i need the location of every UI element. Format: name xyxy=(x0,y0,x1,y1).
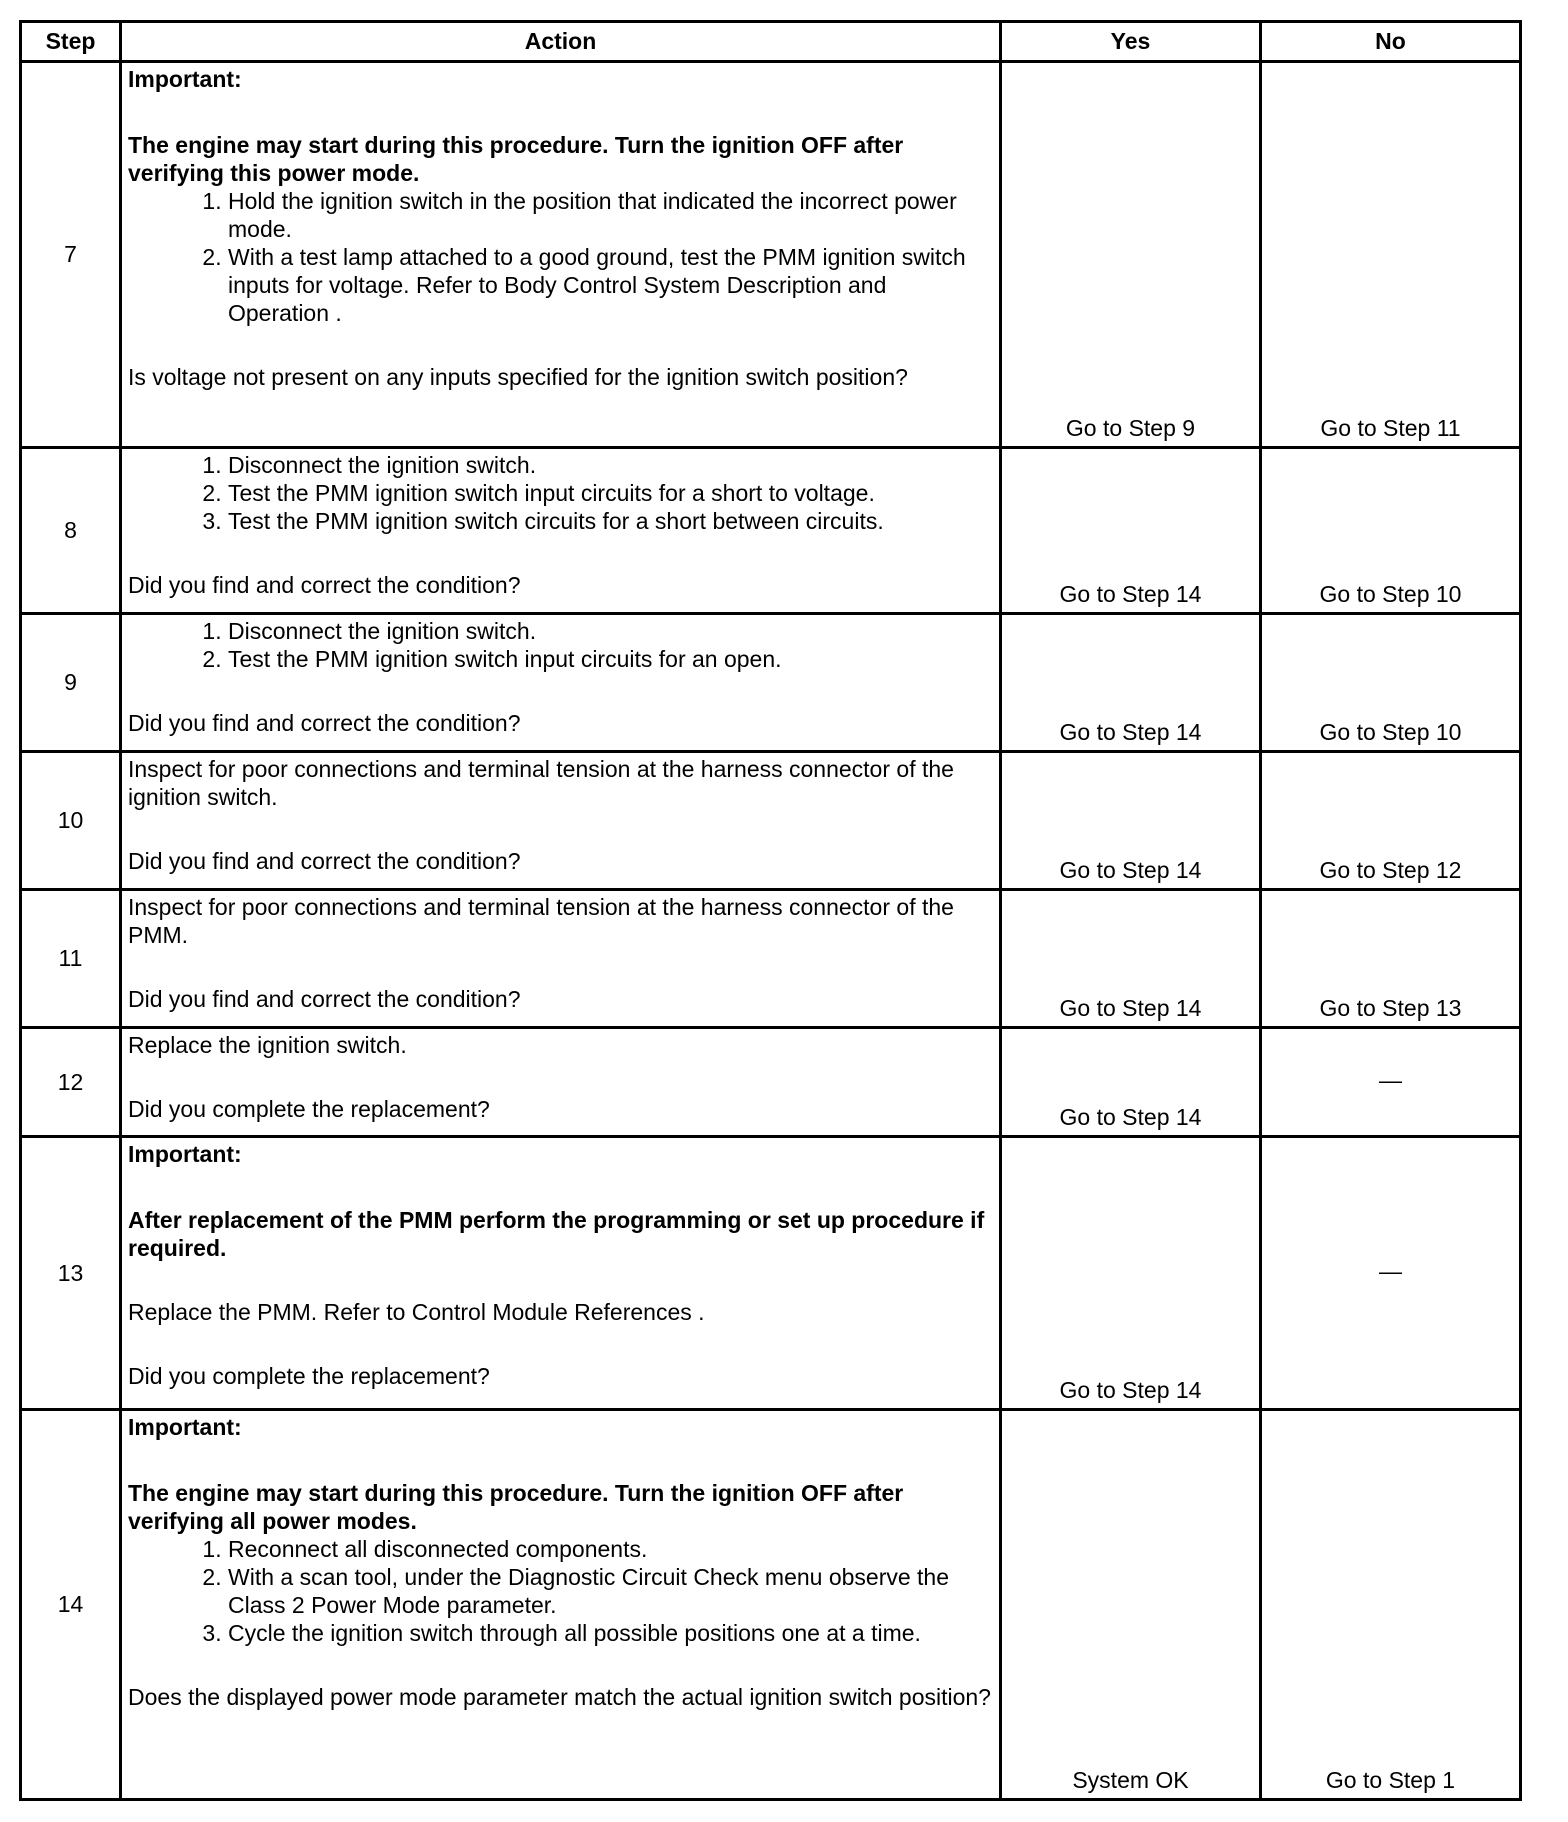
action-cell xyxy=(121,62,1001,448)
step-list xyxy=(128,1535,993,1647)
table-row xyxy=(21,1028,1521,1137)
list-item: 1. Reconnect all disconnected components. xyxy=(228,1535,993,1563)
action-cell xyxy=(121,1137,1001,1410)
step-number: 14 xyxy=(21,1410,121,1800)
table-row xyxy=(21,448,1521,614)
header-no: No xyxy=(1261,22,1521,62)
question-text: Did you find and correct the condition? xyxy=(128,986,521,1012)
question-text: Did you find and correct the condition? xyxy=(128,848,521,874)
important-label: Important: xyxy=(128,66,242,92)
action-cell xyxy=(121,890,1001,1028)
action-text: Inspect for poor connections and terminal tension at the harness connector of the PMM. xyxy=(128,894,954,948)
list-item: 1. Hold the ignition switch in the position that indicated the incorrect power mode. xyxy=(228,187,993,243)
important-text: The engine may start during this procedure. Turn the ignition OFF after verifying all power modes. xyxy=(128,1480,904,1534)
table-row xyxy=(21,62,1521,448)
action-text: Replace the PMM. Refer to Control Module References . xyxy=(128,1299,705,1325)
step-number: 13 xyxy=(21,1137,121,1410)
no-cell: Go to Step 13 xyxy=(1261,890,1521,1028)
no-cell: Go to Step 10 xyxy=(1261,448,1521,614)
list-item: 3. Test the PMM ignition switch circuits for a short between circuits. xyxy=(228,507,993,535)
list-item: 2. With a scan tool, under the Diagnostic Circuit Check menu observe the Class 2 Power Mode parameter. xyxy=(228,1563,993,1619)
table-row xyxy=(21,1410,1521,1800)
action-cell xyxy=(121,614,1001,752)
table-row xyxy=(21,752,1521,890)
question-text: Did you complete the replacement? xyxy=(128,1096,490,1122)
table-row xyxy=(21,890,1521,1028)
question-text: Does the displayed power mode parameter match the actual ignition switch position? xyxy=(128,1684,991,1710)
yes-cell: Go to Step 14 xyxy=(1001,448,1261,614)
no-cell: — xyxy=(1261,1137,1521,1410)
question-text: Did you find and correct the condition? xyxy=(128,710,521,736)
action-text: Replace the ignition switch. xyxy=(128,1032,407,1058)
important-text: After replacement of the PMM perform the programming or set up procedure if required. xyxy=(128,1207,985,1261)
list-item: 1. Disconnect the ignition switch. xyxy=(228,617,993,645)
step-list xyxy=(128,187,993,327)
step-number: 7 xyxy=(21,62,121,448)
action-text: Inspect for poor connections and terminal tension at the harness connector of the ignition switch. xyxy=(128,756,954,810)
header-yes: Yes xyxy=(1001,22,1261,62)
list-item: 3. Cycle the ignition switch through all possible positions one at a time. xyxy=(228,1619,993,1647)
important-text: The engine may start during this procedure. Turn the ignition OFF after verifying this power mode. xyxy=(128,132,904,186)
step-list xyxy=(128,617,993,673)
important-label: Important: xyxy=(128,1141,242,1167)
step-number: 12 xyxy=(21,1028,121,1137)
header-row xyxy=(21,22,1521,62)
list-item: 2. With a test lamp attached to a good ground, test the PMM ignition switch inputs for voltage. Refer to Body Control System Description and Operation . xyxy=(228,243,993,327)
action-cell xyxy=(121,1028,1001,1137)
action-cell xyxy=(121,448,1001,614)
no-cell: Go to Step 12 xyxy=(1261,752,1521,890)
header-action: Action xyxy=(121,22,1001,62)
question-text: Is voltage not present on any inputs specified for the ignition switch position? xyxy=(128,364,908,390)
diagnostic-table xyxy=(19,20,1522,1801)
step-list xyxy=(128,451,993,535)
yes-cell: Go to Step 14 xyxy=(1001,614,1261,752)
table-row xyxy=(21,1137,1521,1410)
list-item: 1. Disconnect the ignition switch. xyxy=(228,451,993,479)
question-text: Did you find and correct the condition? xyxy=(128,572,521,598)
yes-cell: Go to Step 14 xyxy=(1001,1028,1261,1137)
step-number: 10 xyxy=(21,752,121,890)
list-item: 2. Test the PMM ignition switch input circuits for an open. xyxy=(228,645,993,673)
no-cell: — xyxy=(1261,1028,1521,1137)
no-cell: Go to Step 11 xyxy=(1261,62,1521,448)
header-step: Step xyxy=(21,22,121,62)
yes-cell: Go to Step 14 xyxy=(1001,890,1261,1028)
step-number: 9 xyxy=(21,614,121,752)
action-cell xyxy=(121,1410,1001,1800)
list-item: 2. Test the PMM ignition switch input circuits for a short to voltage. xyxy=(228,479,993,507)
table-row xyxy=(21,614,1521,752)
question-text: Did you complete the replacement? xyxy=(128,1363,490,1389)
important-label: Important: xyxy=(128,1414,242,1440)
yes-cell: Go to Step 14 xyxy=(1001,1137,1261,1410)
yes-cell: Go to Step 14 xyxy=(1001,752,1261,890)
step-number: 11 xyxy=(21,890,121,1028)
step-number: 8 xyxy=(21,448,121,614)
no-cell: Go to Step 10 xyxy=(1261,614,1521,752)
yes-cell: Go to Step 9 xyxy=(1001,62,1261,448)
no-cell: Go to Step 1 xyxy=(1261,1410,1521,1800)
yes-cell: System OK xyxy=(1001,1410,1261,1800)
action-cell xyxy=(121,752,1001,890)
